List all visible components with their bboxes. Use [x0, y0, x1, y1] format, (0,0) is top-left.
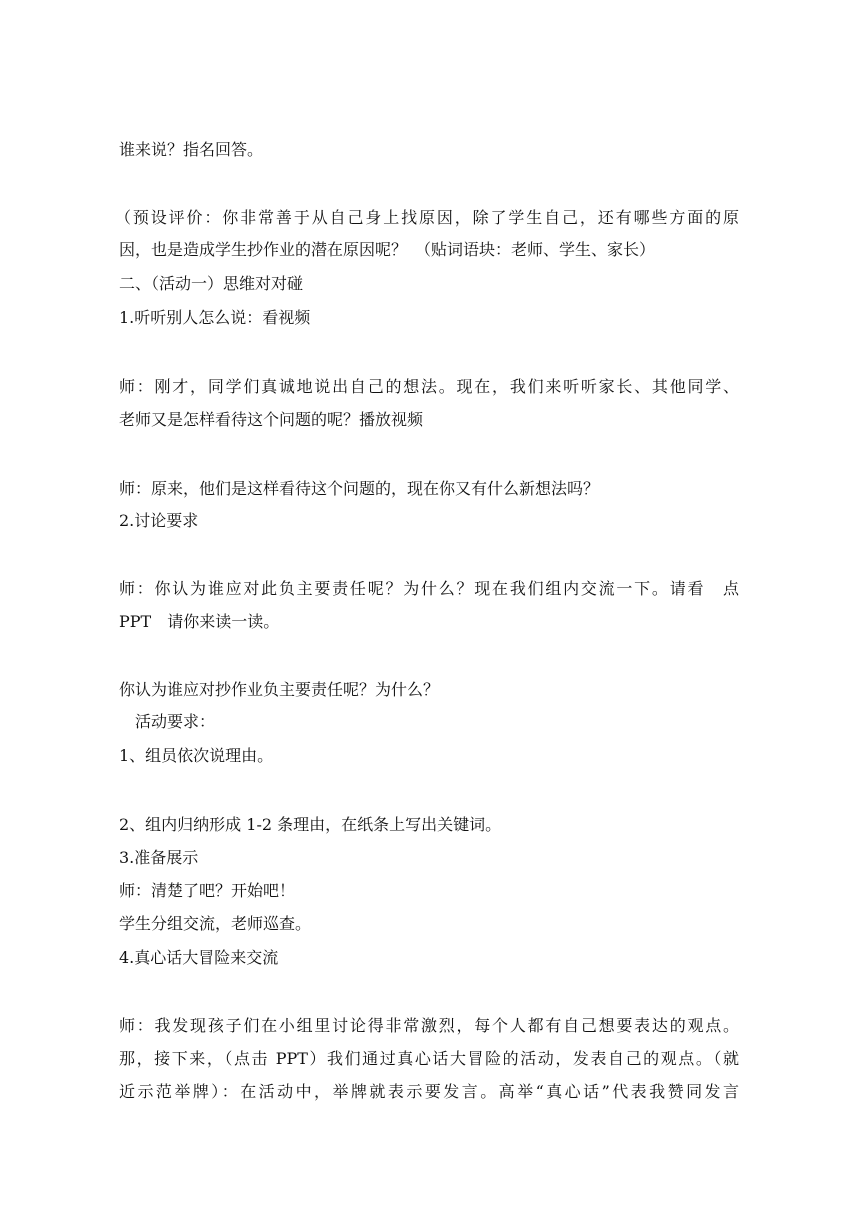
text-line: 近示范举牌）：在活动中，举牌就表示要发言。高举“真心话”代表我赞同发言: [119, 1082, 739, 1101]
text-line: 师：清楚了吧？开始吧！: [119, 881, 296, 900]
text-line: 师：我发现孩子们在小组里讨论得非常激烈，每个人都有自己想要表达的观点。: [119, 1016, 739, 1035]
subheading: 3.准备展示: [119, 848, 199, 867]
text-line: 谁来说？指名回答。: [119, 140, 264, 159]
list-item: 2、组内归纳形成 1-2 条理由，在纸条上写出关键词。: [119, 815, 502, 834]
subheading: 1.听听别人怎么说：看视频: [119, 308, 311, 327]
text-line: （预设评价：你非常善于从自己身上找原因，除了学生自己，还有哪些方面的原: [115, 208, 739, 227]
text-line: 师：原来，他们是这样看待这个问题的，现在你又有什么新想法吗？: [119, 479, 600, 498]
list-item: 1、组员依次说理由。: [119, 746, 274, 765]
subheading: 4.真心话大冒险来交流: [119, 948, 279, 967]
text-line: 你认为谁应对抄作业负主要责任呢？为什么？: [119, 680, 440, 699]
text-line: 活动要求：: [119, 712, 216, 731]
text-line: 师：刚才，同学们真诚地说出自己的想法。现在，我们来听听家长、其他同学、: [119, 377, 739, 396]
subheading: 2.讨论要求: [119, 511, 199, 530]
text-line: 老师又是怎样看待这个问题的呢？播放视频: [119, 410, 424, 429]
text-line: 师：你认为谁应对此负主要责任呢？为什么？现在我们组内交流一下。请看 点: [119, 579, 739, 598]
text-line: 那，接下来，（点击 PPT）我们通过真心话大冒险的活动，发表自己的观点。（就: [119, 1049, 739, 1068]
text-line: 因，也是造成学生抄作业的潜在原因呢？ （贴词语块：老师、学生、家长）: [119, 240, 656, 259]
text-line: 学生分组交流，老师巡查。: [119, 914, 312, 933]
text-line: PPT 请你来读一读。: [119, 612, 280, 631]
section-heading: 二、（活动一）思维对对碰: [119, 274, 304, 293]
